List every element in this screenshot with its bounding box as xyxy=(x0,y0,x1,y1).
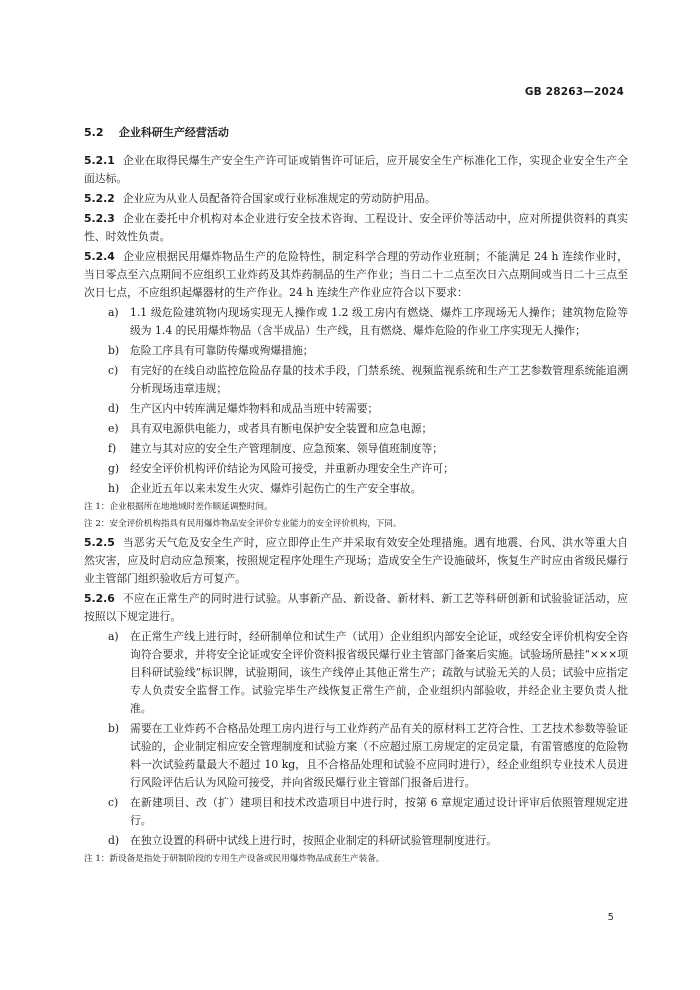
clause-text: 企业应根据民用爆炸物品生产的危险特性，制定科学合理的劳动作业班制；不能满足 24 h 连续作业时，当日零点至六点期间不应组织工业炸药及其炸药制品的生产作业；当日二十二点至次日六点期间或当日二十三点至次日七点，不应组织起爆器材的生产作业。24 h 连续生产作业应符合以下要求： xyxy=(84,250,628,299)
clause-text: 不应在正常生产的同时进行试验。从事新产品、新设备、新材料、新工艺等科研创新和试验验证活动，应按照以下规定进行。 xyxy=(84,592,628,623)
clause-number: 5.2.5 xyxy=(84,536,115,549)
section-heading xyxy=(84,124,628,140)
clause-5-2-5 xyxy=(84,534,628,588)
standard-code: GB 28263—2024 xyxy=(524,86,624,98)
list-item xyxy=(84,460,628,478)
item-label: c) xyxy=(108,796,119,809)
note: 注 1：企业根据所在地地域时差作顺延调整时间。 xyxy=(84,502,273,512)
item-label: a) xyxy=(108,306,119,319)
note: 注 1：新设备是指处于研制阶段的专用生产设备或民用爆炸物品成套生产装备。 xyxy=(84,854,385,864)
page-number: 5 xyxy=(607,912,614,923)
clause-number: 5.2.6 xyxy=(84,592,115,605)
clause-number: 5.2.4 xyxy=(84,250,115,263)
item-label: d) xyxy=(108,834,120,847)
list-item xyxy=(84,420,628,438)
list-item xyxy=(84,832,628,850)
list-item xyxy=(84,794,628,830)
clause-5-2-4 xyxy=(84,248,628,302)
clause-number: 5.2.1 xyxy=(84,154,115,167)
clause-5-2-6 xyxy=(84,590,628,626)
item-text: 建立与其对应的安全生产管理制度、应急预案、领导值班制度等； xyxy=(130,442,444,455)
list-item xyxy=(84,362,628,398)
item-text: 在正常生产线上进行时，经研制单位和试生产（试用）企业组织内部安全论证，或经安全评价机构安全咨询符合要求，并将安全论证或安全评价资料报省级民爆行业主管部门备案后实施。试验场所悬挂“×××项目科研试验线”标识牌，试验期间，该生产线停止其他正常生产；疏散与试验无关的人员；试验中应指定专人负责安全监督工作。试验完毕生产线恢复正常生产前，企业组织内部验收，并经企业主要负责人批准。 xyxy=(130,630,628,715)
item-label: h) xyxy=(108,482,120,495)
item-text: 企业近五年以来未发生火灾、爆炸引起伤亡的生产安全事故。 xyxy=(130,482,422,495)
note: 注 2：安全评价机构指具有民用爆炸物品安全评价专业能力的安全评价机构，下同。 xyxy=(84,519,402,529)
item-label: b) xyxy=(108,344,120,357)
item-text: 需要在工业炸药不合格品处理工房内进行与工业炸药产品有关的原材料工艺符合性、工艺技术参数等验证试验的，企业制定相应安全管理制度和试验方案（不应超过原工房规定的定员定量，有雷管感度的危险物料一次试验药量最大不超过 10 kg，且不合格品处理和试验不应同时进行），经企业组织专业技术人员进行风险评估后认为风险可接受，并向省级民爆行业主管部门报备后进行。 xyxy=(130,722,628,789)
list-item xyxy=(84,440,628,458)
item-text: 在独立设置的科研中试线上进行时，按照企业制定的科研试验管理制度进行。 xyxy=(130,834,498,847)
item-text: 1.1 级危险建筑物内现场实现无人操作或 1.2 级工房内有燃烧、爆炸工序现场无人操作；建筑物危险等级为 1.4 的民用爆炸物品（含半成品）生产线，且有燃烧、爆炸危险的作业工序实现无人操作； xyxy=(130,306,628,337)
list-item xyxy=(84,720,628,792)
section-title: 企业科研生产经营活动 xyxy=(118,126,229,139)
clause-number: 5.2.3 xyxy=(84,212,115,225)
clause-5-2-3 xyxy=(84,210,628,246)
clause-text: 当恶劣天气危及安全生产时，应立即停止生产并采取有效安全处理措施。遇有地震、台风、洪水等重大自然灾害，应及时启动应急预案，按照规定程序处理生产现场；造成安全生产设施破坏，恢复生产时应由省级民爆行业主管部门组织验收后方可复产。 xyxy=(84,536,628,585)
clause-5-2-1 xyxy=(84,152,628,188)
clause-text: 企业应为从业人员配备符合国家或行业标准规定的劳动防护用品。 xyxy=(122,192,436,205)
item-text: 具有双电源供电能力，或者具有断电保护安全装置和应急电源； xyxy=(130,422,433,435)
list-item xyxy=(84,400,628,418)
clause-5-2-2 xyxy=(84,190,628,208)
clause-number: 5.2.2 xyxy=(84,192,115,205)
item-label: b) xyxy=(108,722,120,735)
section-number: 5.2 xyxy=(84,126,104,139)
clause-text: 企业在委托中介机构对本企业进行安全技术咨询、工程设计、安全评价等活动中，应对所提供资料的真实性、时效性负责。 xyxy=(84,212,628,243)
item-text: 有完好的在线自动监控危险品存量的技术手段，门禁系统、视频监视系统和生产工艺参数管理系统能追溯分析现场违章违规； xyxy=(130,364,628,395)
item-label: f) xyxy=(108,442,117,455)
document-body xyxy=(84,124,628,869)
list-item xyxy=(84,480,628,498)
item-label: e) xyxy=(108,422,119,435)
item-label: a) xyxy=(108,630,119,643)
list-item xyxy=(84,342,628,360)
clause-text: 企业在取得民爆生产安全生产许可证或销售许可证后，应开展安全生产标准化工作，实现企业安全生产全面达标。 xyxy=(84,154,628,185)
list-item xyxy=(84,628,628,718)
item-label: d) xyxy=(108,402,120,415)
item-text: 危险工序具有可靠防传爆或殉爆措施； xyxy=(130,344,314,357)
item-label: c) xyxy=(108,364,119,377)
list-item xyxy=(84,304,628,340)
item-text: 在新建项目、改（扩）建项目和技术改造项目中进行时，按第 6 章规定通过设计评审后依照管理规定进行。 xyxy=(130,796,628,827)
item-label: g) xyxy=(108,462,120,475)
item-text: 经安全评价机构评价结论为风险可接受，并重新办理安全生产许可； xyxy=(130,462,454,475)
item-text: 生产区内中转库满足爆炸物料和成品当班中转需要； xyxy=(130,402,379,415)
